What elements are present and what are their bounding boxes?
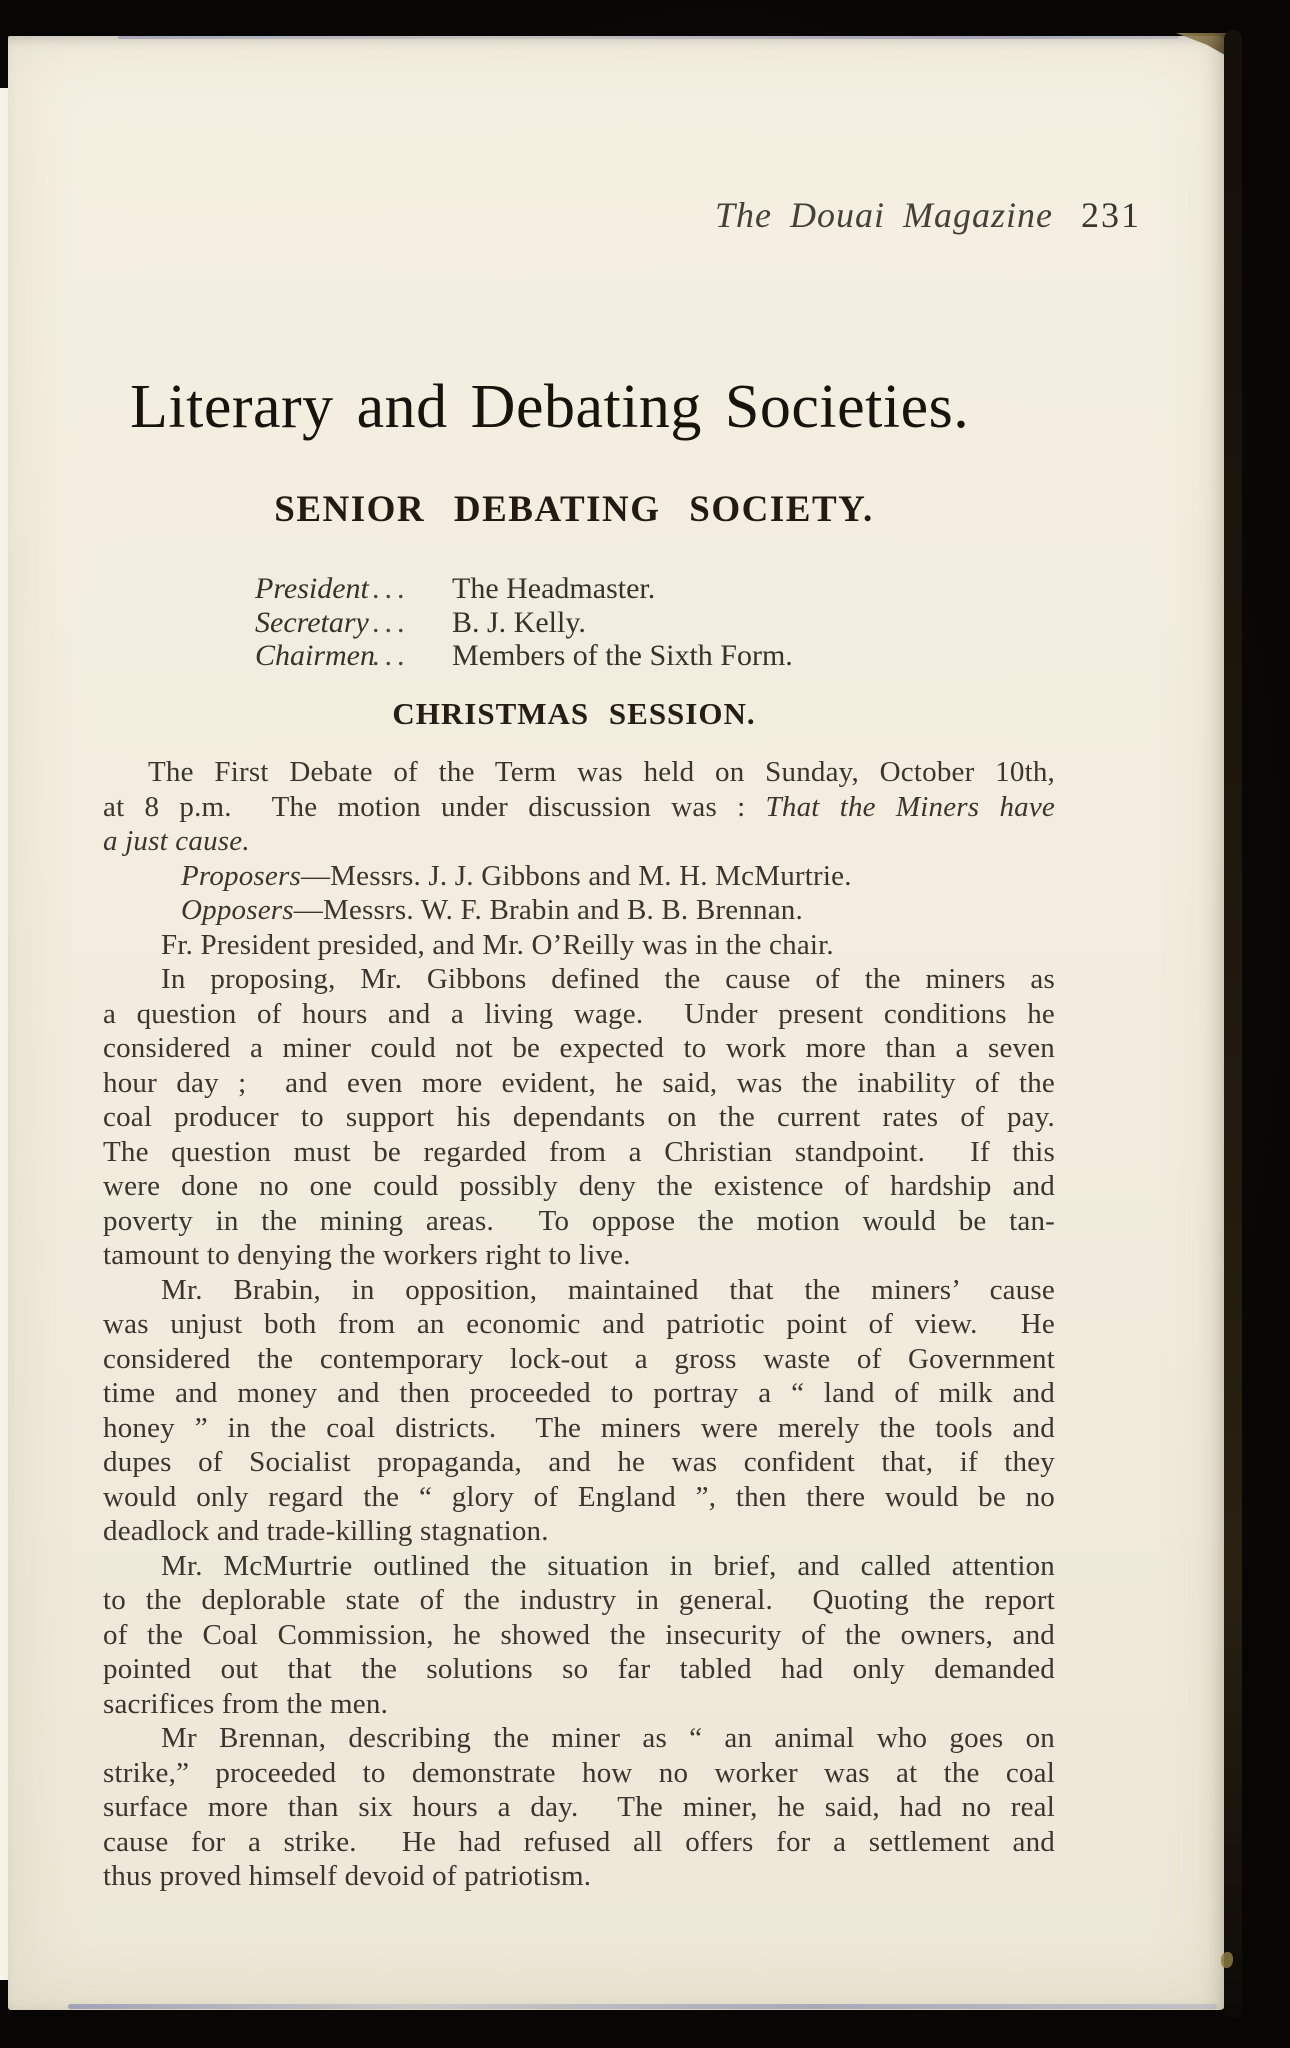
body-text-segment: tamount to denying the workers right to live. (103, 1239, 631, 1271)
body-text-segment: pointed out that the solutions so far tabled had only demanded (103, 1653, 1055, 1685)
body-text-segment: strike,” proceeded to demonstrate how no worker was at the coal (103, 1756, 1055, 1789)
officer-row (255, 606, 793, 640)
body-line (103, 1204, 1055, 1239)
body-line (103, 893, 1055, 928)
body-line (103, 1859, 1055, 1894)
body-text-segment: dupes of Socialist propaganda, and he was confident that, if they (103, 1446, 1055, 1478)
body-line (103, 1583, 1055, 1618)
body-line (103, 1825, 1055, 1860)
officers-list (255, 572, 793, 673)
body-line (103, 1100, 1055, 1135)
body-line (103, 1238, 1055, 1273)
body-line (103, 1169, 1055, 1204)
body-text-segment: at 8 p.m. The motion under discussion was : (103, 790, 766, 823)
body-line (103, 1721, 1055, 1756)
body-text-segment: deadlock and trade-killing stagnation. (103, 1515, 549, 1547)
body-text-italic: Proposers (181, 859, 301, 892)
body-text-segment: coal producer to support his dependants on the current rates of pay. (103, 1101, 1055, 1133)
body-text-segment: hour day ; and even more evident, he said, was the inability of the (103, 1066, 1055, 1099)
magazine-title: The Douai Magazine (715, 195, 1053, 235)
officer-name: Members of the Sixth Form. (452, 639, 793, 672)
body-text-italic: Opposers (181, 894, 294, 926)
body-line (103, 1445, 1055, 1480)
body-line (103, 755, 1055, 790)
page-number: 231 (1081, 195, 1141, 235)
body-text-segment: —Messrs. J. J. Gibbons and M. H. McMurtrie. (300, 859, 852, 892)
body-line (103, 1480, 1055, 1515)
body-line (103, 1411, 1055, 1446)
body-text-segment: to the deplorable state of the industry in general. Quoting the report (103, 1584, 1055, 1616)
body-text-segment: Fr. President presided, and Mr. O’Reilly was in the chair. (161, 928, 834, 961)
body-text-italic: That the Miners have (765, 790, 1056, 823)
officer-name: B. J. Kelly. (452, 605, 586, 639)
body-text-segment: Mr Brennan, describing the miner as “ an animal who goes on (161, 1722, 1055, 1754)
body-text-segment: honey ” in the coal districts. The miners were merely the tools and (103, 1411, 1055, 1444)
body-line (103, 1031, 1055, 1066)
body-line (103, 1342, 1055, 1377)
body-line (103, 859, 1055, 894)
body-text-segment: thus proved himself devoid of patriotism. (103, 1860, 592, 1892)
body-text-segment: would only regard the “ glory of England ”, then there would be no (103, 1480, 1055, 1513)
article-body (103, 755, 1055, 1894)
body-line (103, 997, 1055, 1032)
body-line (103, 1756, 1055, 1791)
body-text-segment: were done no one could possibly deny the existence of hardship and (103, 1170, 1055, 1202)
body-line (103, 928, 1055, 963)
body-text-italic: a just cause. (103, 825, 250, 857)
body-text-segment: surface more than six hours a day. The miner, he said, had no real (103, 1791, 1055, 1823)
body-text-segment: Mr. Brabin, in opposition, maintained that the miners’ cause (161, 1273, 1055, 1306)
body-text-segment: poverty in the mining areas. To oppose the motion would be tan- (103, 1204, 1055, 1237)
officer-row (255, 639, 793, 673)
body-line (103, 1652, 1055, 1687)
body-text-segment: In proposing, Mr. Gibbons defined the cause of the miners as (161, 963, 1055, 995)
body-text-segment: —Messrs. W. F. Brabin and B. B. Brennan. (293, 894, 803, 926)
body-text-segment: considered a miner could not be expected to work more than a seven (103, 1032, 1055, 1064)
body-text-segment: a question of hours and a living wage. Under present conditions he (103, 997, 1055, 1030)
spine-speck (1221, 1952, 1233, 1968)
body-text-segment: The First Debate of the Term was held on Sunday, October 10th, (148, 756, 1055, 788)
officer-dots: ... (372, 639, 410, 672)
officer-dots: ... (372, 605, 410, 639)
article-title: Literary and Debating Societies. (130, 373, 970, 441)
body-text-segment: cause for a strike. He had refused all offers for a settlement and (103, 1825, 1055, 1858)
body-line (103, 824, 1055, 859)
officer-role: Chairmen (255, 639, 375, 672)
session-heading: CHRISTMAS SESSION. (392, 696, 756, 731)
officer-name: The Headmaster. (452, 572, 656, 605)
body-line (103, 1514, 1055, 1549)
body-line (103, 1687, 1055, 1722)
body-text-segment: sacrifices from the men. (103, 1687, 389, 1720)
officer-role: President (255, 572, 369, 605)
body-line (103, 790, 1055, 825)
body-text-segment: time and money and then proceeded to portray a “ land of milk and (103, 1377, 1055, 1409)
body-line (103, 1135, 1055, 1170)
body-text-segment: considered the contemporary lock-out a gross waste of Government (103, 1342, 1055, 1375)
officer-role: Secretary (255, 605, 369, 639)
officer-dots: ... (372, 572, 410, 605)
body-line (103, 1549, 1055, 1584)
officer-row (255, 572, 793, 606)
book-spine-edge (1224, 30, 1242, 2018)
body-text-segment: of the Coal Commission, he showed the insecurity of the owners, and (103, 1618, 1055, 1651)
body-line (103, 1066, 1055, 1101)
body-line (103, 1618, 1055, 1653)
magazine-page (8, 36, 1225, 2010)
body-line (103, 1790, 1055, 1825)
body-line (103, 1273, 1055, 1308)
body-text-segment: was unjust both from an economic and patriotic point of view. He (103, 1308, 1055, 1340)
body-text-segment: The question must be regarded from a Christian standpoint. If this (103, 1135, 1055, 1168)
running-header (715, 194, 1141, 236)
body-line (103, 1307, 1055, 1342)
society-heading: SENIOR DEBATING SOCIETY. (274, 489, 874, 530)
body-line (103, 962, 1055, 997)
body-line (103, 1376, 1055, 1411)
body-text-segment: Mr. McMurtrie outlined the situation in brief, and called attention (161, 1549, 1055, 1582)
